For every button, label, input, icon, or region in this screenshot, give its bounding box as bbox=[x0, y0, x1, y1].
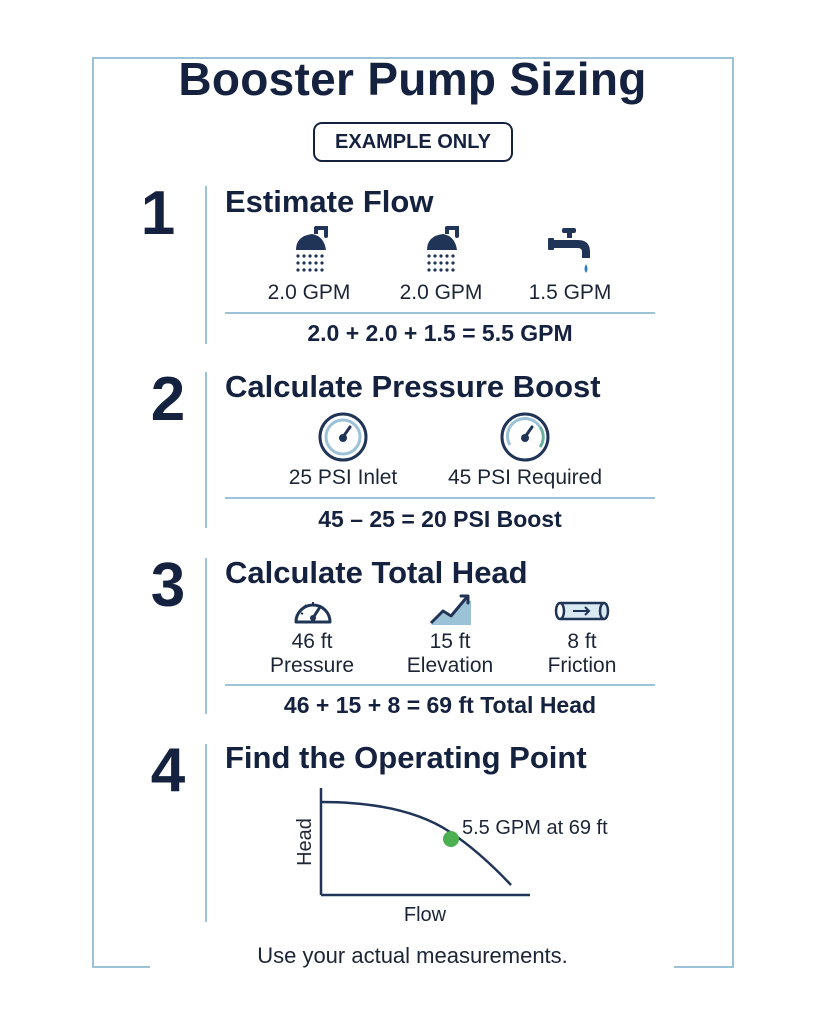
step-1-equation: 2.0 + 2.0 + 1.5 = 5.5 GPM bbox=[307, 320, 573, 346]
step-4-bar bbox=[205, 744, 207, 922]
step-3-number: 3 bbox=[150, 551, 186, 620]
pump-curve-line bbox=[321, 802, 511, 885]
elevation-head-caption: Elevation bbox=[406, 654, 494, 677]
pressure-gauge-icon bbox=[317, 411, 369, 463]
operating-point-label: 5.5 GPM at 69 ft bbox=[462, 817, 608, 839]
step-3-title: Calculate Total Head bbox=[225, 555, 528, 590]
pump-curve-chart bbox=[285, 780, 645, 930]
operating-point-marker bbox=[443, 831, 459, 847]
friction-head-value: 8 ft bbox=[567, 630, 597, 653]
step-1-bar bbox=[205, 186, 207, 344]
pressure-head-caption: Pressure bbox=[269, 654, 355, 677]
step-4-title: Find the Operating Point bbox=[225, 740, 587, 775]
inlet-pressure-label: 25 PSI Inlet bbox=[288, 466, 398, 489]
flow-value-2: 2.0 GPM bbox=[399, 281, 483, 304]
step-2-title: Calculate Pressure Boost bbox=[225, 369, 601, 404]
step-1-title: Estimate Flow bbox=[225, 184, 434, 219]
pipe-flow-icon bbox=[554, 600, 610, 622]
step-4-number: 4 bbox=[150, 736, 186, 805]
shower-head-icon bbox=[290, 226, 332, 276]
footer-note: Use your actual measurements. bbox=[257, 943, 568, 968]
pressure-gauge-icon bbox=[499, 411, 551, 463]
step-2-equation: 45 – 25 = 20 PSI Boost bbox=[318, 506, 562, 532]
page-title: Booster Pump Sizing bbox=[178, 53, 647, 105]
elevation-icon bbox=[429, 593, 473, 627]
step-3-equation: 46 + 15 + 8 = 69 ft Total Head bbox=[283, 692, 597, 718]
step-3-bar bbox=[205, 558, 207, 714]
y-axis-label: Head bbox=[294, 818, 316, 866]
shower-head-icon bbox=[421, 226, 463, 276]
step-2-bar bbox=[205, 372, 207, 528]
frame-right-border bbox=[732, 57, 734, 968]
required-pressure-label: 45 PSI Required bbox=[447, 466, 603, 489]
pressure-gauge-icon bbox=[293, 596, 333, 626]
faucet-icon bbox=[548, 226, 596, 278]
step-2-rule bbox=[225, 497, 655, 499]
pressure-head-value: 46 ft bbox=[291, 630, 333, 653]
step-1-rule bbox=[225, 312, 655, 314]
step-1-number: 1 bbox=[140, 179, 176, 248]
friction-head-caption: Friction bbox=[547, 654, 617, 677]
flow-value-3: 1.5 GPM bbox=[528, 281, 612, 304]
example-badge: EXAMPLE ONLY bbox=[313, 122, 513, 162]
elevation-head-value: 15 ft bbox=[429, 630, 471, 653]
step-2-number: 2 bbox=[150, 365, 186, 434]
frame-left-border bbox=[92, 57, 94, 968]
step-3-rule bbox=[225, 684, 655, 686]
x-axis-label: Flow bbox=[403, 904, 447, 926]
flow-value-1: 2.0 GPM bbox=[267, 281, 351, 304]
